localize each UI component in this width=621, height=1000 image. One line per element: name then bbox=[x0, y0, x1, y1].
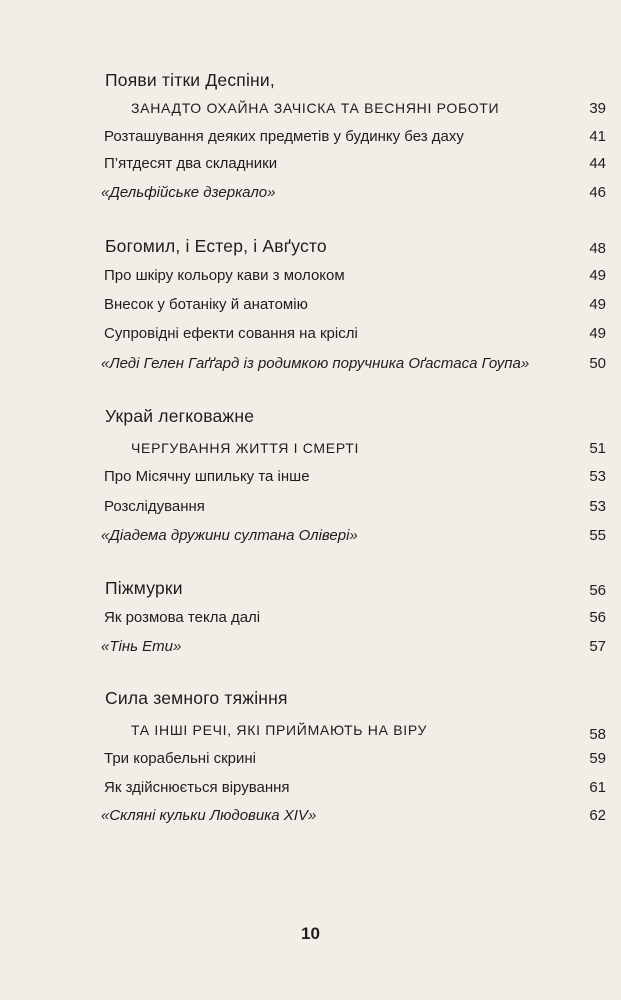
toc-entry bbox=[0, 609, 621, 635]
section-title: Піжмурки bbox=[105, 578, 183, 598]
page-ref: 44 bbox=[589, 155, 606, 172]
section-title: Богомил, і Естер, і Авґусто bbox=[105, 236, 327, 256]
section-subtitle: ТА ІНШІ РЕЧІ, ЯКІ ПРИЙМАЮТЬ НА ВІРУ bbox=[131, 722, 428, 738]
toc-entry bbox=[0, 296, 621, 322]
section-title: Сила земного тяжіння bbox=[105, 688, 288, 708]
page-ref: 49 bbox=[589, 325, 606, 342]
entry-title: «Діадема дружини султана Оліверi» bbox=[101, 527, 358, 544]
toc-entry bbox=[0, 468, 621, 494]
page-ref: 50 bbox=[589, 355, 606, 372]
toc-heading-row bbox=[0, 406, 621, 432]
page-ref: 57 bbox=[589, 638, 606, 655]
entry-title: Про Місячну шпильку та інше bbox=[104, 468, 310, 485]
page-ref: 55 bbox=[589, 527, 606, 544]
toc-heading-row bbox=[0, 688, 621, 714]
entry-title: «Дельфійське дзеркало» bbox=[101, 184, 276, 201]
entry-title: Внесок у ботаніку й анатомію bbox=[104, 296, 308, 313]
entry-title: «Скляні кульки Людовика XIV» bbox=[101, 807, 317, 824]
toc-entry bbox=[0, 128, 621, 154]
toc-entry bbox=[0, 638, 621, 664]
entry-title: П’ятдесят два складники bbox=[104, 155, 278, 172]
entry-title: «Тінь Ети» bbox=[101, 638, 182, 655]
toc-entry bbox=[0, 750, 621, 776]
toc-subheading-row bbox=[0, 722, 621, 748]
page-ref: 49 bbox=[589, 296, 606, 313]
page-ref: 61 bbox=[589, 779, 606, 796]
page-number: 10 bbox=[301, 924, 320, 943]
toc-subheading-row bbox=[0, 100, 621, 126]
entry-title: Розташування деяких предметів у будинку без даху bbox=[104, 128, 464, 145]
toc-entry bbox=[0, 325, 621, 351]
entry-title: Про шкіру кольору кави з молоком bbox=[104, 267, 345, 284]
page-ref: 46 bbox=[589, 184, 606, 201]
entry-title: Як здійснюється вірування bbox=[104, 779, 290, 796]
toc-entry bbox=[0, 498, 621, 524]
page-ref: 53 bbox=[589, 498, 606, 515]
entry-title: Супровідні ефекти совання на кріслі bbox=[104, 325, 358, 342]
section-title: Украй легковажне bbox=[105, 406, 255, 426]
entry-title: «Леді Гелен Гаґґард із родимкою поручника Оґастаса Гоупа» bbox=[101, 355, 530, 372]
section-subtitle: ЗАНАДТО ОХАЙНА ЗАЧІСКА ТА ВЕСНЯНІ РОБОТИ bbox=[131, 100, 500, 116]
page-ref: 51 bbox=[589, 440, 606, 457]
toc-entry bbox=[0, 184, 621, 210]
toc-heading-row bbox=[0, 70, 621, 96]
page-ref: 62 bbox=[589, 807, 606, 824]
toc-entry bbox=[0, 527, 621, 553]
toc-entry bbox=[0, 807, 621, 833]
toc-entry bbox=[0, 779, 621, 805]
page-ref: 49 bbox=[589, 267, 606, 284]
toc-entry bbox=[0, 355, 621, 381]
entry-title: Як розмова текла далі bbox=[104, 609, 261, 626]
toc-entry bbox=[0, 155, 621, 181]
page-ref: 56 bbox=[589, 609, 606, 626]
entry-title: Три корабельні скрині bbox=[104, 750, 256, 767]
toc-entry bbox=[0, 267, 621, 293]
toc-subheading-row bbox=[0, 440, 621, 466]
section-subtitle: ЧЕРГУВАННЯ ЖИТТЯ І СМЕРТІ bbox=[131, 440, 360, 456]
page-ref: 58 bbox=[589, 726, 606, 743]
page-ref: 39 bbox=[589, 100, 606, 117]
page-ref: 59 bbox=[589, 750, 606, 767]
page-ref: 56 bbox=[589, 582, 606, 599]
toc-heading-row bbox=[0, 236, 621, 262]
page-ref: 48 bbox=[589, 240, 606, 257]
page-ref: 41 bbox=[589, 128, 606, 145]
section-title: Появи тітки Деспіни, bbox=[105, 70, 275, 90]
toc-heading-row bbox=[0, 578, 621, 604]
page-ref: 53 bbox=[589, 468, 606, 485]
entry-title: Розслідування bbox=[104, 498, 205, 515]
